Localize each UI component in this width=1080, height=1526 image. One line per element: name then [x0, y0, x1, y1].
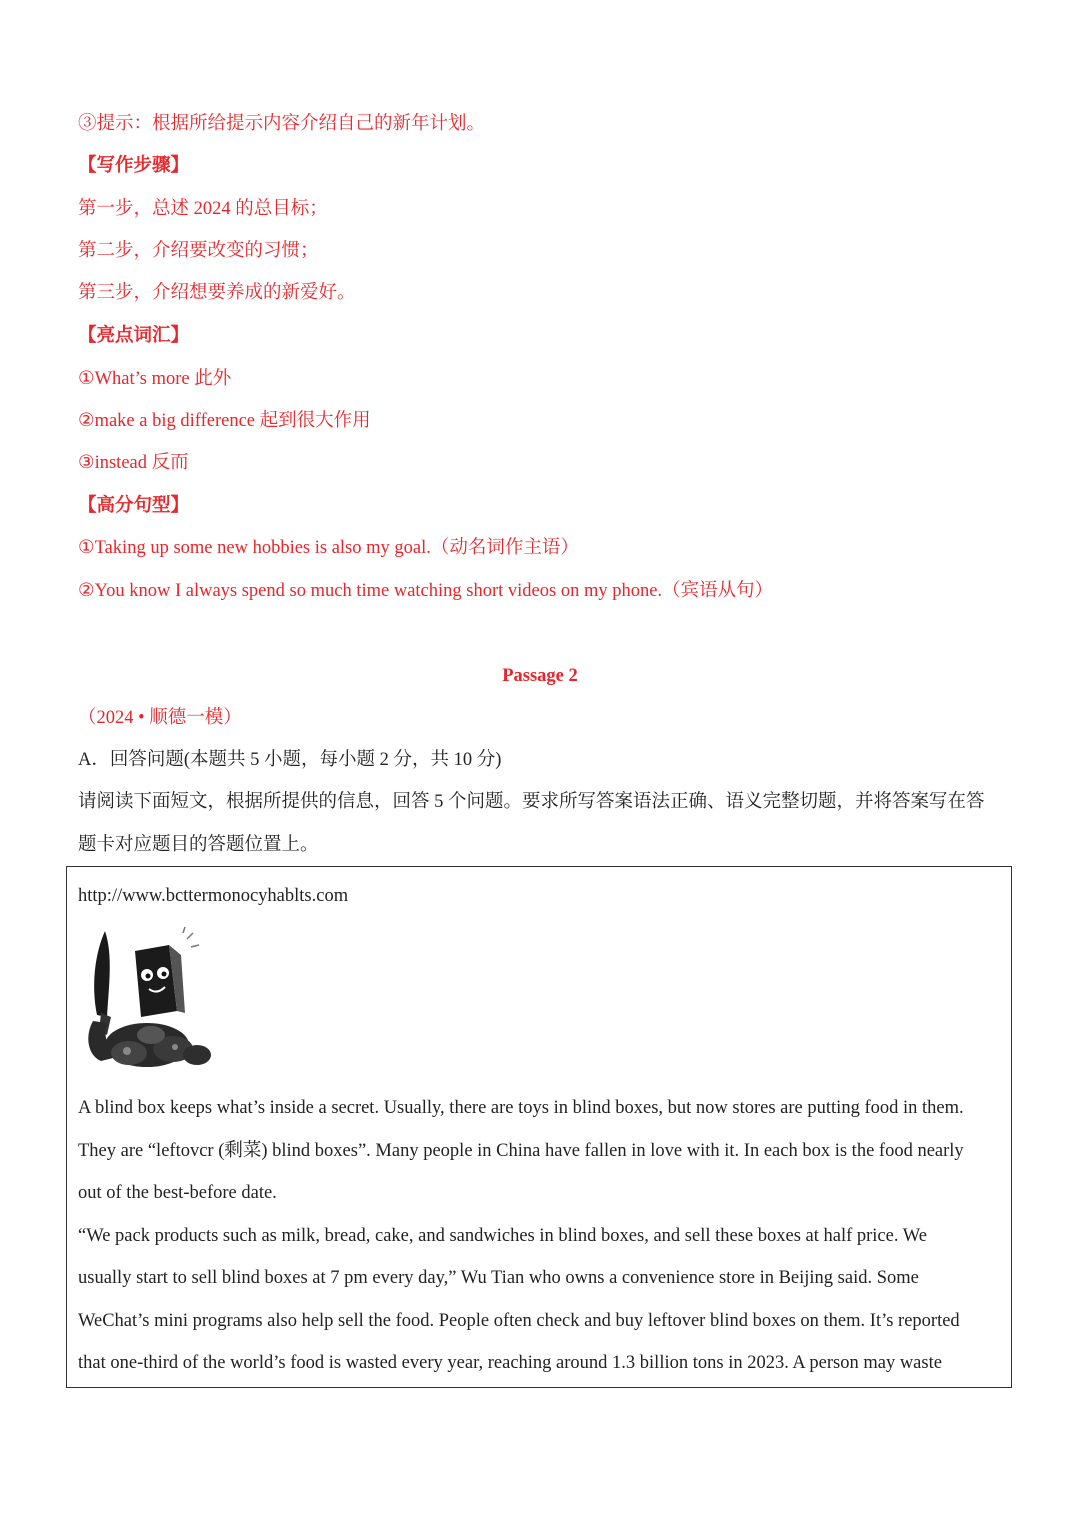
instructions-line-2: 题卡对应题目的答题位置上。 [78, 835, 319, 855]
sentence-1: ①Taking up some new hobbies is also my goal.（动名词作主语） [78, 538, 579, 558]
passage-line-5: usually start to sell blind boxes at 7 pm every day,” Wu Tian who owns a convenience store in Beijing said. Some [78, 1268, 919, 1288]
vocab-heading: 【亮点词汇】 [78, 326, 190, 346]
steps-heading: 【写作步骤】 [78, 156, 190, 176]
step-3: 第三步，介绍想要养成的新爱好。 [78, 283, 356, 303]
step-2: 第二步，介绍要改变的习惯； [78, 241, 319, 261]
instructions-line-1: 请阅读下面短文，根据所提供的信息，回答 5 个问题。要求所写答案语法正确、语义完整切题，并将答案写在答 [78, 792, 985, 812]
vocab-1: ①What’s more 此外 [78, 369, 232, 389]
passage-source: （2024 • 顺德一模） [78, 708, 242, 728]
passage-line-2: They are “leftovcr (剩菜) blind boxes”. Many people in China have fallen in love with it. In each box is the food nearly [78, 1141, 964, 1161]
passage-line-6: WeChat’s mini programs also help sell the food. People often check and buy leftover blind boxes on them. It’s reported [78, 1311, 960, 1331]
passage-line-7: that one-third of the world’s food is wasted every year, reaching around 1.3 billion tons in 2023. A person may waste [78, 1353, 942, 1373]
sentence-2: ②You know I always spend so much time watching short videos on my phone.（宾语从句） [78, 581, 774, 601]
passage-line-4: “We pack products such as milk, bread, cake, and sandwiches in blind boxes, and sell these boxes at half price. We [78, 1226, 927, 1246]
step-1: 第一步，总述 2024 的总目标； [78, 199, 328, 219]
sentence-heading: 【高分句型】 [78, 496, 190, 516]
passage-url: http://www.bcttermonocyhablts.com [78, 886, 349, 906]
vocab-3: ③instead 反而 [78, 453, 189, 473]
passage-line-3: out of the best-before date. [78, 1183, 277, 1203]
writing-hint: ③提示：根据所给提示内容介绍自己的新年计划。 [78, 114, 486, 134]
passage-line-1: A blind box keeps what’s inside a secret. Usually, there are toys in blind boxes, but now stores are putting food in them. [78, 1098, 964, 1118]
passage-title: Passage 2 [502, 666, 578, 686]
blind-box-illustration [77, 925, 219, 1081]
passage-box [66, 866, 1012, 1388]
vocab-2: ②make a big difference 起到很大作用 [78, 411, 371, 431]
section-heading: A．回答问题(本题共 5 小题，每小题 2 分，共 10 分) [78, 750, 502, 770]
